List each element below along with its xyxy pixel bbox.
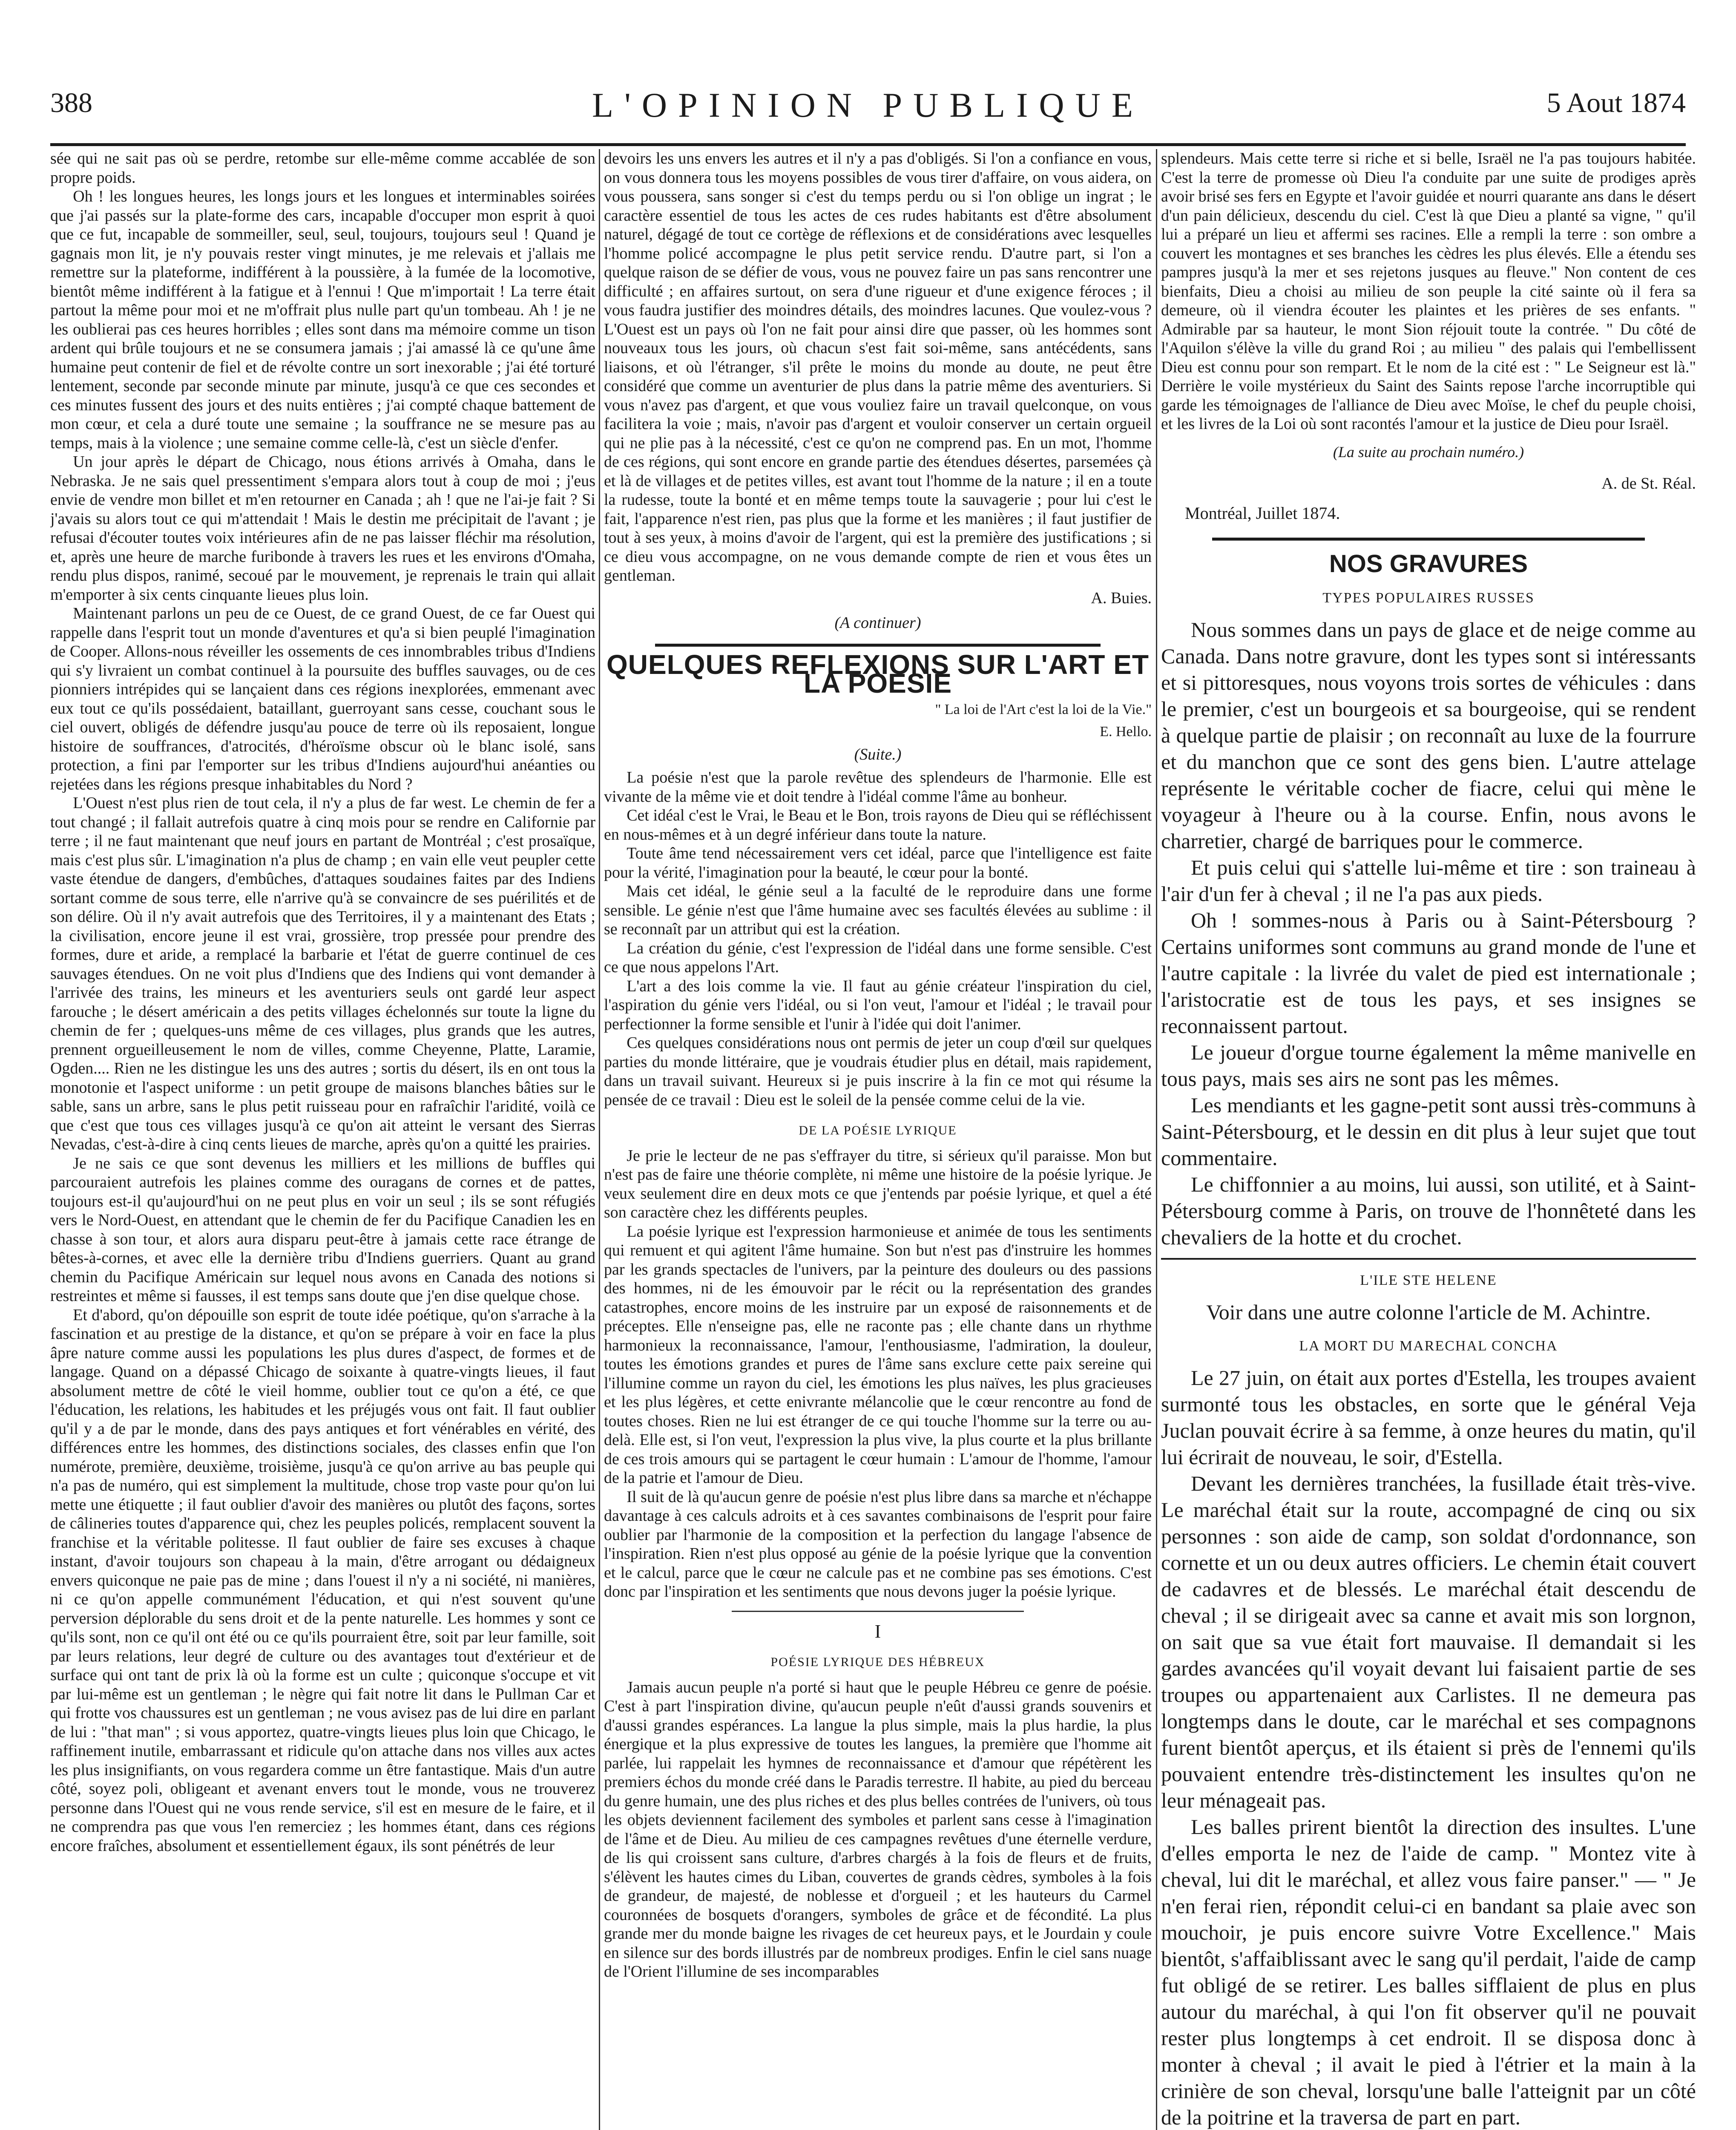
- paragraph: La création du génie, c'est l'expression de l'idéal dans une forme sensible. C'est ce que nous appelons l'Art.: [604, 939, 1152, 976]
- column-middle: [604, 149, 1152, 2130]
- paragraph: sée qui ne sait pas où se perdre, retombe sur elle-même comme accablée de son propre poids.: [50, 150, 595, 187]
- paragraph: Le joueur d'orgue tourne également la même manivelle en tous pays, mais ses airs ne sont pas les mêmes.: [1161, 1040, 1696, 1091]
- column-separator: [1156, 149, 1157, 2130]
- suite-notice: (La suite au prochain numéro.): [1333, 443, 1524, 461]
- paragraph: Devant les dernières tranchées, la fusillade était très-vive. Le maréchal était sur la route, accompagné de cinq ou six personnes : son aide de camp, son soldat d'ordonnance, son cornette et un ou deux autres officiers. Le chemin était couvert de cadavres et de blessés. Le maréchal était descendu de cheval ; il se dirigeait avec sa canne et avait mis son lorgnon, on sait que sa vue était fort mauvaise. Il demandait si les gardes avancées qu'il voyait devant lui faisaient partie de ses troupes ou appartenaient aux Carlistes. Il ne demeura pas longtemps dans le doute, car le maréchal et ses compagnons furent bientôt aperçus, et ils étaient si près de l'ennemi qu'ils pouvaient entendre très-distinctement les insultes qu'on ne leur ménageait pas.: [1161, 1471, 1696, 1812]
- essay-title: QUELQUES REFLEXIONS SUR L'ART ET LA POESIE: [606, 649, 1149, 699]
- paragraph: Je ne sais ce que sont devenus les milliers et les millions de buffles qui parcouraient autrefois les plaines comme des ouragans de cornes et de pattes, toujours est-il qu'aujourd'hui on ne peut plus en voir un seul ; ils se sont réfugiés vers le Nord-Ouest, en attendant que le chemin de fer du Pacifique Canadien les en chasse à son tour, et alors aura disparu peut-être à jamais cette race étrange de bêtes-à-cornes, et avec elle la dernière tribu d'Indiens guerriers. Quant au grand chemin du Pacifique Américain sur lequel nous avons en Canada des notions si restreintes et même si fausses, il est temps sans doute que j'en dise quelque chose.: [50, 1154, 595, 1305]
- issue-date: 5 Aout 1874: [1546, 87, 1686, 118]
- column-left: [50, 149, 595, 2130]
- paragraph: Nous sommes dans un pays de glace et de neige comme au Canada. Dans notre gravure, dont les types sont si intéressants et si pittoresques, nous voyons trois sortes de véhicules : dans le premier, c'est un bourgeois et sa bourgeoise, qui se rendent à quelque partie de plaisir ; on reconnaît au luxe de la fourrure et du manchon que ce sont des gens bien. L'autre attelage représente le véritable cocher de fiacre, celui qui mène le voyageur à l'heure ou à la course. Enfin, nous avons le charretier, chargé de barriques pour le commerce.: [1161, 617, 1696, 853]
- paragraph: Il suit de là qu'aucun genre de poésie n'est plus libre dans sa marche et n'échappe davantage à ces calculs adroits et à ces savantes combinaisons de l'esprit pour faire oublier par l'harmonie de la composition et la perfection du langage l'absence de l'inspiration. Rien n'est plus opposé au génie de la poésie lyrique que la convention et le calcul, parce que le cœur ne calcule pas et ne combine pas ses émotions. C'est donc par l'inspiration et les sentiments que nous devons juger la poésie lyrique.: [604, 1488, 1152, 1600]
- column-separator: [599, 149, 600, 2130]
- subsection-heading: L'ILE STE HELENE: [1360, 1272, 1497, 1288]
- epigraph-author: E. Hello.: [1100, 723, 1152, 740]
- paragraph: Les mendiants et les gagne-petit sont aussi très-communs à Saint-Pétersbourg, et le dessin en dit plus à leur sujet que tout commentaire.: [1161, 1093, 1696, 1170]
- chapter-number: I: [874, 1621, 881, 1642]
- column-right: [1161, 149, 1696, 2130]
- page-header: [50, 85, 1686, 136]
- paragraph: Cet idéal c'est le Vrai, le Beau et le Bon, trois rayons de Dieu qui se réfléchissent en nous-mêmes et à un degré inférieur dans toute la nature.: [604, 806, 1152, 843]
- page-number: 388: [50, 87, 92, 118]
- header-rule: [50, 143, 1686, 146]
- suite-notice: (Suite.): [854, 745, 902, 763]
- paragraph: L'Ouest n'est plus rien de tout cela, il n'y a plus de far west. Le chemin de fer a tout changé ; il fallait autrefois quatre à cinq mois pour se rendre en Californie par terre ; il ne faut maintenant que neuf jours en partant de Montréal ; c'est prosaïque, mais c'est plus sûr. L'imagination n'a plus de champ ; en vain elle veut peupler cette vaste étendue de dangers, d'embûches, d'attaques soudaines faites par des Indiens sortant comme de sous terre, elle n'arrive qu'à se convaincre de ses puérilités et de son délire. Où il n'y avait autrefois que des Territoires, il y a maintenant des Etats ; la civilisation, encore jeune il est vrai, grossière, trop pressée pour prendre des formes, dure et aride, a remplacé la barbarie et l'état de guerre continuel de ces sauvages étendues. On ne voit plus d'Indiens que des Indiens qui vont demander à l'arrivée des trains, les mineurs et les aventuriers seuls ont gardé leur aspect farouche ; le désert américain a des petits villages échelonnés sur toute la ligne du chemin de fer ; quelques-uns même de ces villages, plus grands que les autres, prennent orgueilleusement le nom de villes, comme Cheyenne, Platte, Laramie, Ogden.... Rien ne les distingue les uns des autres ; sortis du désert, ils en ont tous la monotonie et l'aspect uniforme : un petit groupe de maisons blanches bâties sur le sable, sans un arbre, sans le plus petit ruisseau pour en rafraîchir l'aridité, voilà ce que c'est que tous ces villages jusqu'à ce qu'on ait atteint le versant des Sierras Nevadas, c'est-à-dire à cinq cents lieues de marche, après qu'on a quitté les prairies.: [50, 794, 595, 1153]
- paragraph: Toute âme tend nécessairement vers cet idéal, parce que l'intelligence est faite pour la vérité, l'imagination pour la beauté, le cœur pour la bonté.: [604, 844, 1152, 881]
- paragraph: splendeurs. Mais cette terre si riche et si belle, Israël ne l'a pas toujours habitée. C'est la terre de promesse où Dieu l'a conduite par une suite de prodiges après avoir brisé ses fers en Egypte et l'avoir guidée et nourri quarante ans dans le désert d'un pain délicieux, descendu du ciel. C'est là que Dieu a planté sa vigne, " qu'il lui a préparé un lieu et affermi ses racines. Elle a rempli la terre : son ombre a couvert les montagnes et ses branches les cèdres les plus élevés. Elle a étendu ses pampres jusqu'à la mer et ses rejetons jusques au fleuve." Non content de ces bienfaits, Dieu a choisi au milieu de son peuple la cité sainte où il fera sa demeure, où il viendra écouter les plaintes et les prières de ses enfants. " Admirable par sa hauteur, le mont Sion réjouit toute la contrée. " Du côté de l'Aquilon s'élève la ville du grand Roi ; au milieu " des palais qui l'embellissent Dieu est connu pour son rempart. Et le nom de la cité est : " Le Seigneur est là." Derrière le voile mystérieux du Saint des Saints repose l'arche incorruptible qui garde les témoignages de l'alliance de Dieu avec Moïse, le chef du peuple choisi, et les livres de la Loi où sont racontés l'amour et la justice de Dieu pour Israël.: [1161, 150, 1696, 433]
- paragraph: Jamais aucun peuple n'a porté si haut que le peuple Hébreu ce genre de poésie. C'est à part l'inspiration divine, qu'aucun peuple n'eût d'aussi grands souvenirs et d'aussi grandes espérances. La langue la plus simple, mais la plus hardie, la plus énergique et la plus expressive de toutes les langues, la première que l'homme ait parlée, lui rappelait les hymnes de reconnaissance et d'amour que répétèrent les premiers échos du monde créé dans le Paradis terrestre. Il habite, au pied du berceau du genre humain, une des plus riches et des plus belles contrées de l'univers, où tous les objets deviennent facilement des symboles et parlent sans cesse à l'imagination de l'âme et de Dieu. Au milieu de ces campagnes revêtues d'une éternelle verdure, de lis qui croissent sans culture, d'arbres chargés à la fois de fleurs et de fruits, s'élèvent les hautes cimes du Liban, couvertes de grands cèdres, symboles à la fois de grandeur, de majesté, de noblesse et d'orgueil ; et les hauteurs du Carmel couronnées de bosquets d'orangers, symboles de grâce et de fécondité. La plus grande mer du monde baigne les rivages de cet heureux pays, et le Jourdain y coule en silence sur des bords illustrés par de nombreux prodiges. Enfin le ciel sans nuage de l'Orient l'illumine de ses incomparables: [604, 1678, 1152, 1980]
- paragraph: Et d'abord, qu'on dépouille son esprit de toute idée poétique, qu'on s'arrache à la fascination et au prestige de la distance, et qu'on se prépare à voir en face la plus âpre nature comme aussi les populations les plus dures d'aspect, de formes et de langage. Quand on a dépassé Chicago de soixante à quatre-vingts lieues, il faut absolument mettre de côté le vieil homme, oublier tout ce qu'on a été, ce que l'éducation, les relations, les habitudes et les préjugés vous ont fait. Il faut oublier qu'il y a de par le monde, dans des pays antiques et fort vénérables en vérité, des différences entre les hommes, des distinctions sociales, des classes enfin que l'on numérote, première, deuxième, troisième, jusqu'à ce qu'on arrive au bas peuple qui n'a pas de numéro, qui est simplement la multitude, chose trop vaste pour qu'on lui mette une étiquette ; il faut oublier d'avoir des manières ou plutôt des façons, sortes de câlineries toutes d'apparence qui, chez les peuples policés, remplacent souvent la franchise et la véritable politesse. Il faut oublier de faire ses excuses à chaque instant, d'avoir toujours son chapeau à la main, d'être arrogant ou dédaigneux envers quiconque ne paie pas de mine ; dans l'ouest il n'y a ni société, ni manières, ni ce qu'on appelle communément l'éducation, et qui n'est souvent qu'une perversion déplorable du sens droit et de la pente naturelle. Les hommes y sont ce qu'ils sont, non ce qu'il ont été ou ce qu'ils pourraient être, soit par leur famille, soit par leurs relations, leur degré de culture ou des avantages tout d'extérieur et de surface qui ont tant de prix là où la forme est un culte ; quiconque s'occupe et vit par lui-même est un gentleman ; le nègre qui fait notre lit dans le Pullman Car et qui frotte vos chaussures est un gentleman ; ne vous avisez pas de lui dire en parlant de lui : "that man" ; si vous apportez, quatre-vingts lieues plus loin que Chicago, le raffinement inutile, embarrassant et ridicule qu'on attache dans nos villes aux actes les plus insignifiants, on vous regardera comme un être fantastique. Mais d'un autre côté, soyez poli, obligeant et avenant envers tout le monde, vous ne trouverez personne dans l'Ouest qui ne vous rende service, s'il est en mesure de le faire, et il ne comprendra pas que vous l'en remerciez ; les hommes étant, dans ces régions encore fraîches, absolument et essentiellement égaux, ils sont pénétrés de leur: [50, 1306, 595, 1855]
- article-author: A. Buies.: [1091, 589, 1152, 607]
- subsection-heading: LA MORT DU MARECHAL CONCHA: [1299, 1338, 1558, 1354]
- section-rule: [1212, 538, 1645, 541]
- section-rule: [732, 1611, 1024, 1612]
- subsection-heading: POÉSIE LYRIQUE DES HÉBREUX: [770, 1655, 985, 1669]
- subsection-heading: DE LA POÉSIE LYRIQUE: [799, 1123, 957, 1137]
- paragraph: La poésie lyrique est l'expression harmonieuse et animée de tous les sentiments qui remuent et qui agitent l'âme humaine. Son but n'est pas d'instruire les hommes par les grands spectacles de l'univers, par la peinture des douleurs ou des passions des hommes, ni de les émouvoir par le récit ou la représentation des grandes catastrophes, encore moins de les instruire par un exposé de raisonnements et de préceptes. Elle n'enseigne pas, elle ne raconte pas ; elle chante dans un rhythme harmonieux la reconnaissance, l'amour, l'enthousiasme, l'admiration, la douleur, toutes les émotions grandes et pures de l'âme sans exclure cette paix sereine qui l'illumine comme un rayon du ciel, les émotions les plus naïves, les plus gracieuses et les plus légères, et cette enivrante mélancolie que le cœur rencontre au fond de toutes choses. Rien ne lui est étranger de ce qui touche l'homme sur la terre ou au-delà. Elle est, si l'on veut, l'expression la plus vive, la plus courte et la plus brillante de ces trois amours qui se partagent le cœur humain : L'amour de l'homme, l'amour de la patrie et l'amour de Dieu.: [604, 1222, 1152, 1487]
- paragraph: Je prie le lecteur de ne pas s'effrayer du titre, si sérieux qu'il paraisse. Mon but n'est pas de faire une théorie complète, ni même une histoire de la poésie lyrique. Je veux seulement dire en deux mots ce que j'entends par poésie lyrique, et quel a été son caractère chez les différents peuples.: [604, 1146, 1152, 1221]
- paragraph: Et puis celui qui s'attelle lui-même et tire : son traineau à l'air d'un fer à cheval ; il ne l'a pas aux pieds.: [1161, 855, 1696, 906]
- paragraph: Maintenant parlons un peu de ce Ouest, de ce grand Ouest, de ce far Ouest qui rappelle dans l'esprit tout un monde d'aventures et qu'a si bien peuplé l'imagination de Cooper. Allons-nous réveiller les ossements de ces innombrables tribus d'Indiens qui s'y livraient un combat continuel à la poursuite des buffles sauvages, ou de ces pionniers intrépides qui se lançaient dans ces régions inexplorées, emmenant avec eux tout ce qu'ils possédaient, bataillant, guerroyant sans cesse, couchant sous le ciel ouvert, obligés de défendre jusqu'au pouce de terre où ils reposaient, longue histoire de souffrances, d'atrocités, d'héroïsme obscur où le blanc isolé, sans protection, a fini par l'emporter sur les tribus d'Indiens aujourd'hui anéanties ou rejetées dans les régions presque inhabitables du Nord ?: [50, 604, 595, 793]
- section-rule: [655, 644, 1101, 647]
- paragraph: Le chiffonnier a au moins, lui aussi, son utilité, et à Saint-Pétersbourg comme à Paris, on trouve de l'honnêteté dans les chevaliers de la hotte et du crochet.: [1161, 1172, 1696, 1249]
- continued-notice: (A continuer): [834, 614, 921, 632]
- article-signature: A. de St. Réal.: [1601, 474, 1696, 492]
- paragraph: Un jour après le départ de Chicago, nous étions arrivés à Omaha, dans le Nebraska. Je ne sais quel pressentiment s'empara alors tout à coup de moi ; j'eus envie de vendre mon billet et m'en retourner en Canada ; ah ! que ne l'ai-je fait ? Si j'avais su alors tout ce qui m'attendait ! Mais le destin me précipitait de l'avant ; je refusai d'écouter toutes voix intérieures afin de ne pas laisser fléchir ma résolution, et, après une heure de marche furibonde à travers les rues et les environs d'Omaha, rendu plus dispos, ranimé, secoué par le mouvement, je reprenais le train qui allait m'emporter à six cents cinquante lieues plus loin.: [50, 453, 595, 604]
- paragraph: Le 27 juin, on était aux portes d'Estella, les troupes avaient surmonté tous les obstacles, en sorte que le général Veja Juclan pouvait écrire à sa femme, à onze heures du matin, qu'il lui écrirait de nouveau, le soir, d'Estella.: [1161, 1365, 1696, 1469]
- paragraph: devoirs les uns envers les autres et il n'y a pas d'obligés. Si l'on a confiance en vous, on vous donnera tous les moyens possibles de vous tirer d'affaire, on vous aidera, on vous poussera, sans songer si c'est du temps perdu ou si l'on oblige un ingrat ; le caractère essentiel de tous les actes de ces rudes habitants est d'être absolument naturel, dégagé de tout ce cortège de réflexions et de considérations avec lesquelles l'homme policé accompagne le plus petit service rendu. D'autre part, si l'on a quelque raison de se défier de vous, vous ne pouvez faire un pas sans rencontrer une difficulté ; en affaires surtout, on sera d'une rigueur et d'une exigence féroces ; il vous faudra justifier des moindres détails, des moindres lacunes. Que voulez-vous ? L'Ouest est un pays où l'on ne fait pour ainsi dire que passer, où les hommes sont nouveaux tous les jours, où chacun s'est fait soi-même, sans antécédents, sans liaisons, et où l'étranger, s'il prête le moins du monde au doute, ne peut être considéré que comme un aventurier de plus dans la patrie même des aventuriers. Si vous n'avez pas d'argent, et que vous vouliez faire un travail quelconque, on vous facilitera la voie ; mais, n'avoir pas d'argent et vouloir conserver un certain orgueil qui ne plie pas à la nécessité, c'est ce qu'on ne comprend pas. En un mot, l'homme de ces régions, qui sont encore en grande partie des étendues désertes, parsemées çà et là de villages et de petites villes, est avant tout l'homme de la nature ; il en a toute la rudesse, toute la bonté et en même temps toute la sauvagerie ; pour lui c'est le fait, l'apparence n'est rien, pas plus que la forme et les manières ; il faut justifier de tout à ses yeux, à moins d'avoir de l'argent, qui est la première des justifications ; si ce dieu vous accompagne, on ne vous demande compte de rien et vous êtes un gentleman.: [604, 150, 1152, 584]
- subsection-heading: TYPES POPULAIRES RUSSES: [1322, 590, 1535, 606]
- paragraph: Oh ! sommes-nous à Paris ou à Saint-Pétersbourg ? Certains uniformes sont communs au grand monde de l'une et l'autre capitale : la livrée du valet de pied est internationale ; l'aristocratie est de tous les pays, et ses insignes se reconnaissent partout.: [1161, 908, 1696, 1038]
- cross-reference-notice: Voir dans une autre colonne l'article de M. Achintre.: [1206, 1300, 1651, 1324]
- paragraph: Oh ! les longues heures, les longs jours et les longues et interminables soirées que j'ai passés sur la plate-forme des cars, incapable d'occuper mon esprit à quoi que ce fut, incapable de sommeiller, seul, seul, toujours, toujours seul ! Quand je gagnais mon lit, je n'y pouvais rester vingt minutes, je me relevais et j'allais me remettre sur la plateforme, indifférent à la poussière, à la fumée de la locomotive, bientôt même indifférent à la fatigue et à l'ennui ! Que m'importait ! La terre était partout la même pour moi et ne m'offrait plus nulle part qu'un tombeau. Ah ! je ne les oublierai pas ces heures horribles ; elles sont dans ma mémoire comme un tison ardent qui brûle toujours et ne se consumera jamais ; j'ai amassé là ce qu'une âme humaine peut contenir de fiel et de révolte contre un sort inexorable ; j'ai été torturé lentement, seconde par seconde minute par minute, jusqu'à ce que ces secondes et ces minutes fussent des jours et des nuits entières ; j'ai compté chaque battement de mon cœur, et cela a duré toute une semaine ; la souffrance ne se mesure pas au temps, mais à la violence ; une semaine comme celle-là, c'est un siècle d'enfer.: [50, 187, 595, 452]
- section-title: NOS GRAVURES: [1329, 550, 1528, 578]
- paragraph: Ces quelques considérations nous ont permis de jeter un coup d'œil sur quelques parties du monde littéraire, que je voudrais étudier plus en détail, mais rapidement, dans un travail suivant. Heureux si je puis inscrire à la fin ce mot qui résume la pensée de ce travail : Dieu est le soleil de la pensée comme celui de la vie.: [604, 1034, 1152, 1109]
- masthead-title: L'OPINION PUBLIQUE: [592, 86, 1144, 124]
- epigraph: " La loi de l'Art c'est la loi de la Vie.": [935, 701, 1152, 717]
- paragraph: Les balles prirent bientôt la direction des insultes. L'une d'elles emporta le nez de l'aide de camp. " Montez vite à cheval, lui dit le maréchal, et allez vous faire panser." — " Je n'en ferai rien, répondit celui-ci en bandant sa plaie avec son mouchoir, je puis encore suivre Votre Excellence." Mais bientôt, s'affaiblissant avec le sang qu'il perdait, l'aide de camp fut obligé de se retirer. Les balles sifflaient de plus en plus autour du maréchal, à qui l'on fit observer qu'il ne pouvait rester plus longtemps à cet endroit. Il se disposa donc à monter à cheval ; il avait le pied à l'étrier et la main à la crinière de son cheval, lorsqu'une balle l'atteignit par un côté de la poitrine et la traversa de part en part.: [1161, 1814, 1696, 2129]
- section-rule: [1161, 1258, 1696, 1260]
- paragraph: La poésie n'est que la parole revêtue des splendeurs de l'harmonie. Elle est vivante de la même vie et doit tendre à l'idéal comme l'âme au bonheur.: [604, 769, 1152, 806]
- dateline: Montréal, Juillet 1874.: [1185, 503, 1340, 523]
- paragraph: L'art a des lois comme la vie. Il faut au génie créateur l'inspiration du ciel, l'aspiration du génie vers l'idéal, ou si l'on veut, l'amour et l'idéal ; le travail pour perfectionner la forme sensible et l'unir à l'idée qui doit l'animer.: [604, 977, 1152, 1033]
- paragraph: Mais cet idéal, le génie seul a la faculté de le reproduire dans une forme sensible. Le génie n'est que l'âme humaine avec ses facultés élevées au sublime : il se reconnaît par un attribut qui est la création.: [604, 882, 1152, 938]
